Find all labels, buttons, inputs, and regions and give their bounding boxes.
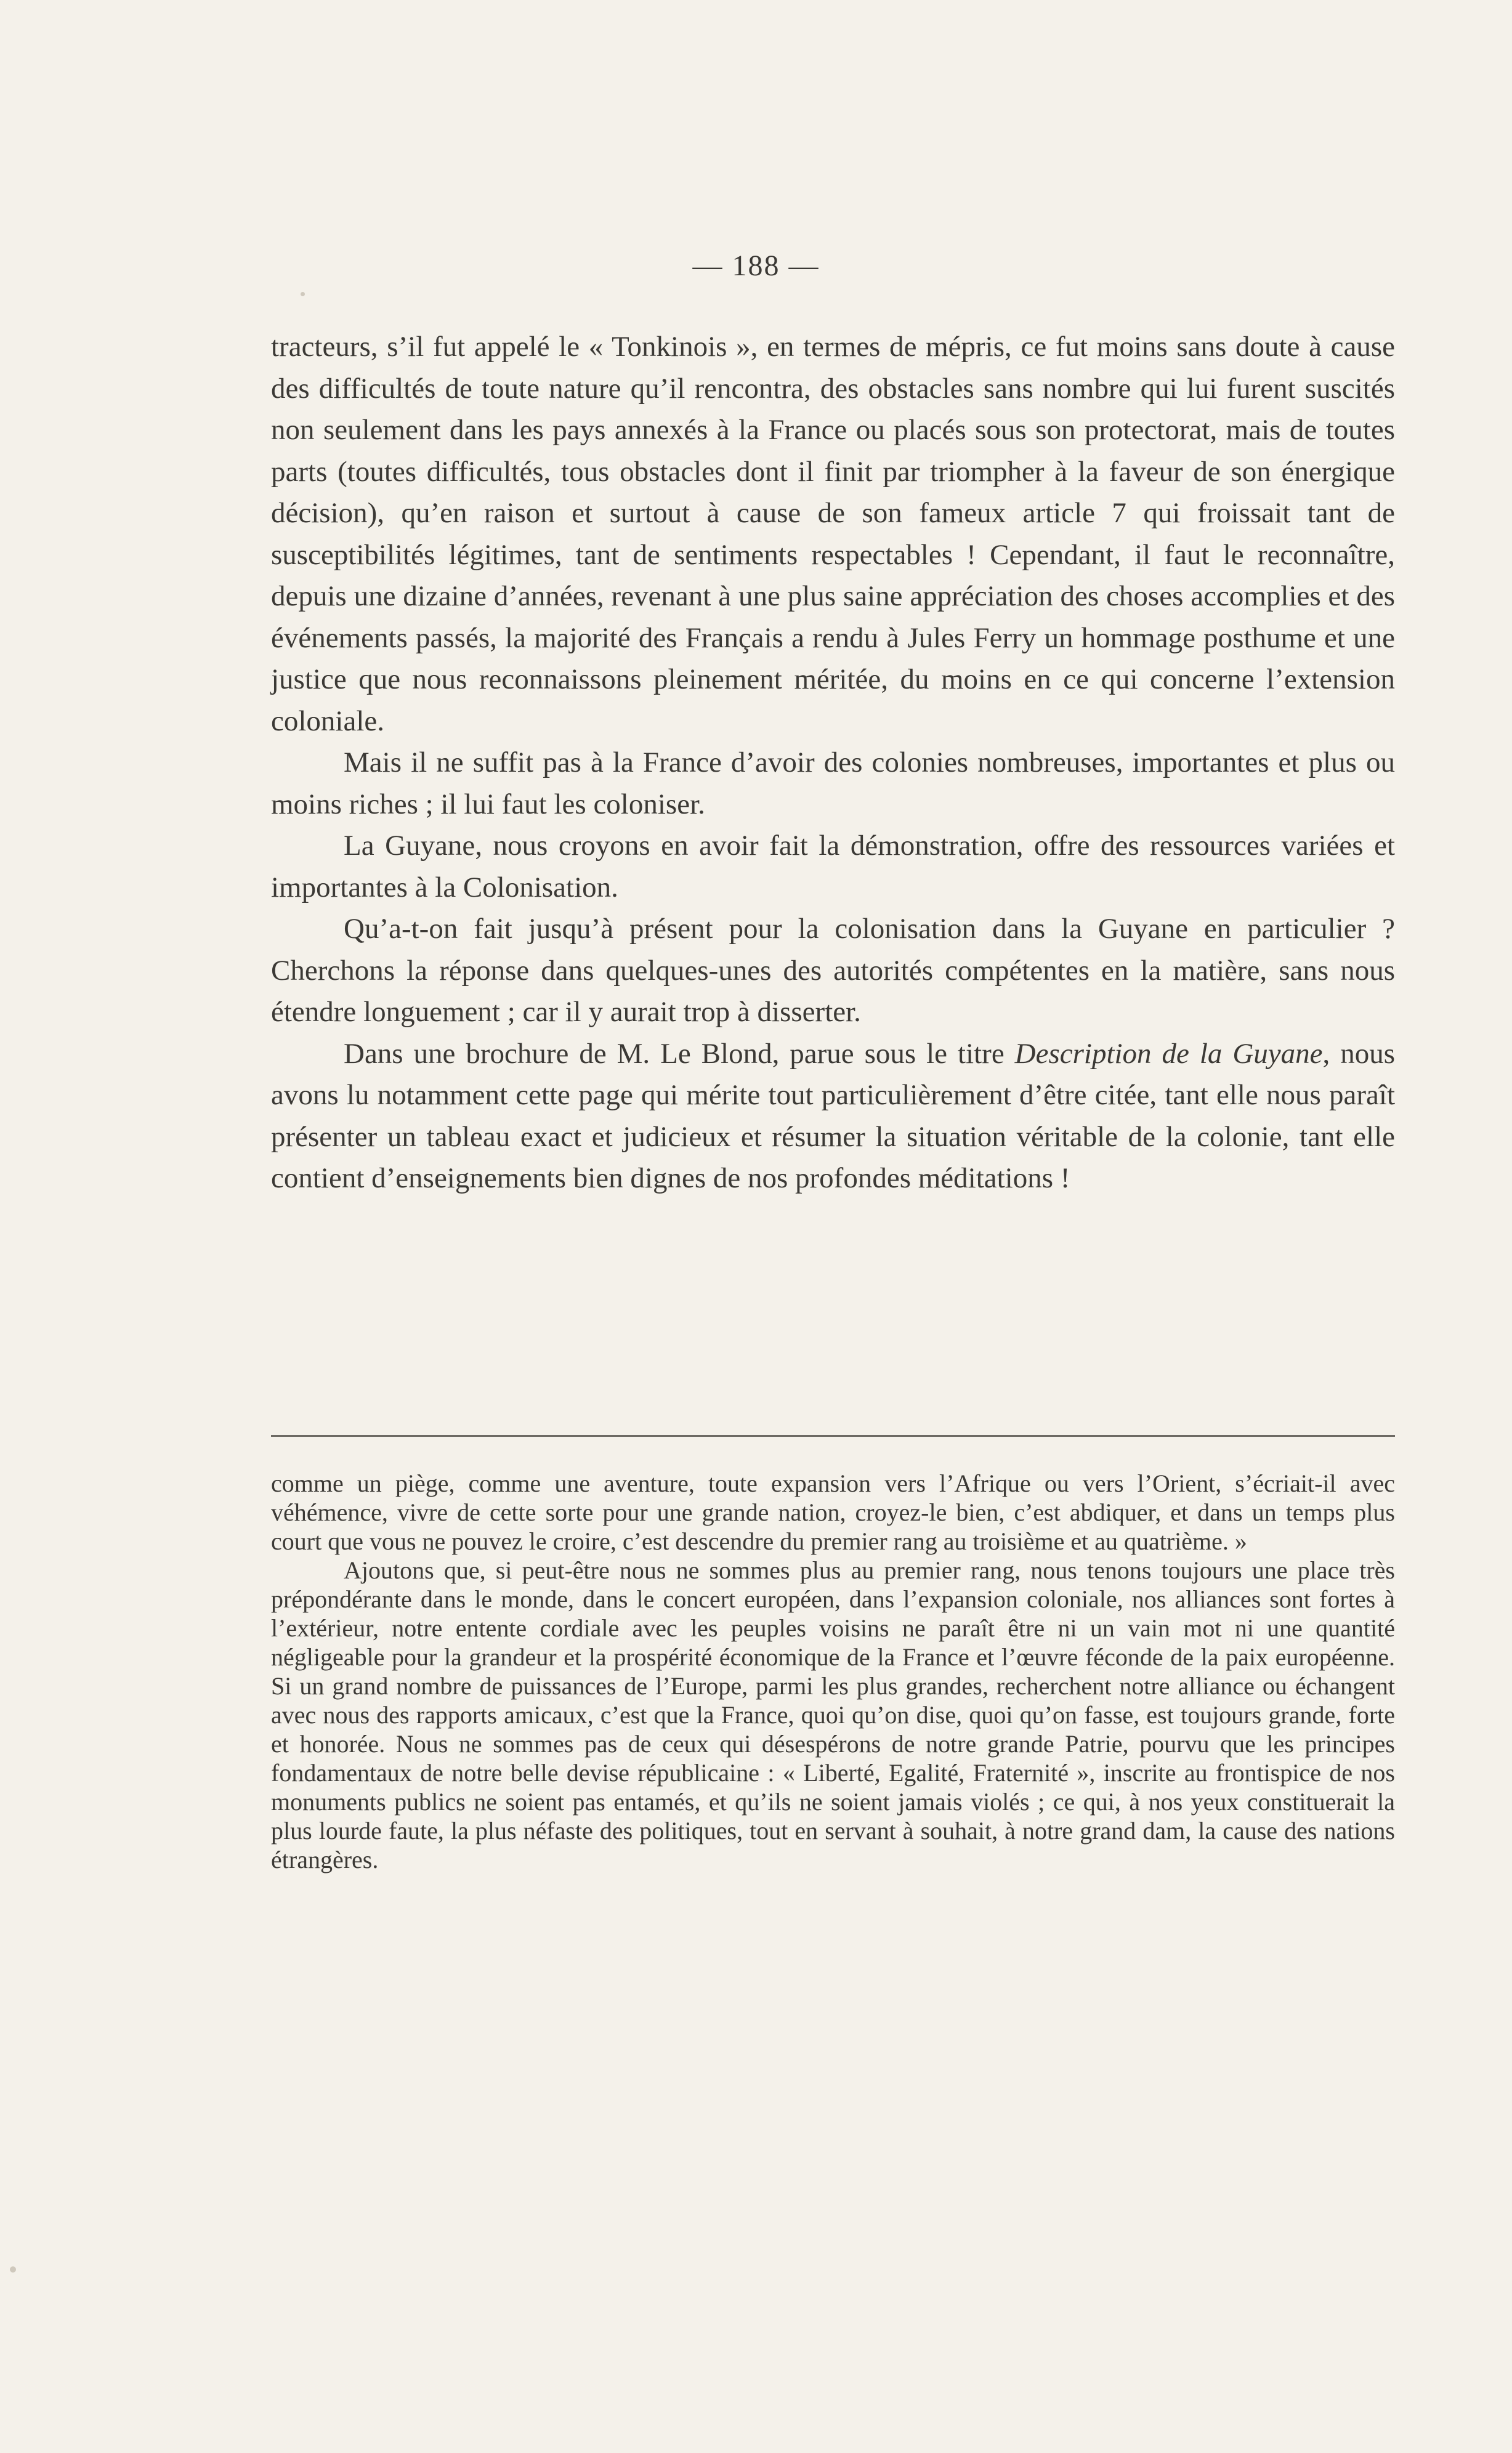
- footnote-commentary: Ajoutons que, si peut-être nous ne sommes plus au premier rang, nous tenons toujours une place très prépondérante dans le monde, dans le concert européen, dans l’expansion coloniale, nos alliances sont fortes à l’extérieur, notre entente cordiale avec les peuples voisins ne paraît être ni un vain mot ni une quantité négligeable pour la grandeur et la prospérité économique de la France et l’œuvre féconde de la paix européenne. Si un grand nombre de puissances de l’Europe, parmi les plus grandes, recherchent notre alliance ou échangent avec nous des rapports amicaux, c’est que la France, quoi qu’on dise, quoi qu’on fasse, est toujours grande, forte et honorée. Nous ne sommes pas de ceux qui désespérons de notre grande Patrie, pourvu que les principes fondamentaux de notre belle devise républicaine : « Liberté, Egalité, Fraternité », inscrite au frontispice de nos monuments publics ne soient pas entamés, et qu’ils ne soient jamais violés ; ce qui, à nos yeux constituerait la plus lourde faute, la plus néfaste des politiques, tout en servant à souhait, à notre grand dam, la cause des nations étrangères.: [271, 1556, 1395, 1873]
- book-title-description-guyane: Description de la Guyane: [1014, 1037, 1323, 1070]
- paragraph-le-blond-intro: Dans une brochure de M. Le Blond, parue sous le titre: [344, 1037, 1015, 1070]
- paragraph-continuation: tracteurs, s’il fut appelé le « Tonkinois », en termes de mépris, ce fut moins sans doute à cause des difficultés de toute nature qu’il rencontra, des obstacles sans nombre qui lui furent suscités non seulement dans les pays annexés à la France ou placés sous son protectorat, mais de toutes parts (toutes difficultés, tous obstacles dont il finit par triompher à la faveur de son énergique décision), qu’en raison et surtout à cause de son fameux article 7 qui froissait tant de susceptibilités légitimes, tant de sentiments respectables ! Cependant, il faut le reconnaître, depuis une dizaine d’années, revenant à une plus saine appréciation des choses accomplies et des événements passés, la majorité des Français a rendu à Jules Ferry un hommage posthume et une justice que nous reconnaissons pleinement méritée, du moins en ce qui concerne l’extension coloniale.: [271, 331, 1395, 737]
- footnote-quote-continuation: comme un piège, comme une aventure, toute expansion vers l’Afrique ou vers l’Orient, s’écriait-il avec véhémence, vivre de cette sorte pour une grande nation, croyez-le bien, c’est abdiquer, et dans un temps plus court que vous ne pouvez le croire, c’est descendre du premier rang au troisième et au quatrième. »: [271, 1469, 1395, 1555]
- paragraph-guyane-ressources: La Guyane, nous croyons en avoir fait la démonstration, offre des ressources variées et importantes à la Colonisation.: [271, 830, 1395, 903]
- footnote-block: [271, 1469, 1395, 1874]
- footnote-separator: [271, 1435, 1395, 1437]
- paragraph-le-blond: [271, 1033, 1395, 1200]
- paragraph-le-blond-rest: , nous avons lu notamment cette page qui mérite tout particulièrement d’être citée, tant elle nous paraît présenter un tableau exact et judicieux et résumer la situation véritable de la colonie, tant elle contient d’enseignements bien dignes de nos profondes méditations !: [271, 1037, 1395, 1194]
- paper-speck: [10, 2266, 16, 2273]
- page-number: — 188 —: [692, 249, 820, 282]
- paragraph-question-colonisation: Qu’a-t-on fait jusqu’à présent pour la colonisation dans la Guyane en particulier ? Cherchons la réponse dans quelques-unes des autorités compétentes en la matière, sans nous étendre longuement ; car il y aurait trop à disserter.: [271, 913, 1395, 1028]
- main-text-block: [271, 326, 1395, 1200]
- paper-speck: [301, 292, 305, 296]
- paragraph-colonies: Mais il ne suffit pas à la France d’avoir des colonies nombreuses, importantes et plus ou moins riches ; il lui faut les coloniser.: [271, 746, 1395, 820]
